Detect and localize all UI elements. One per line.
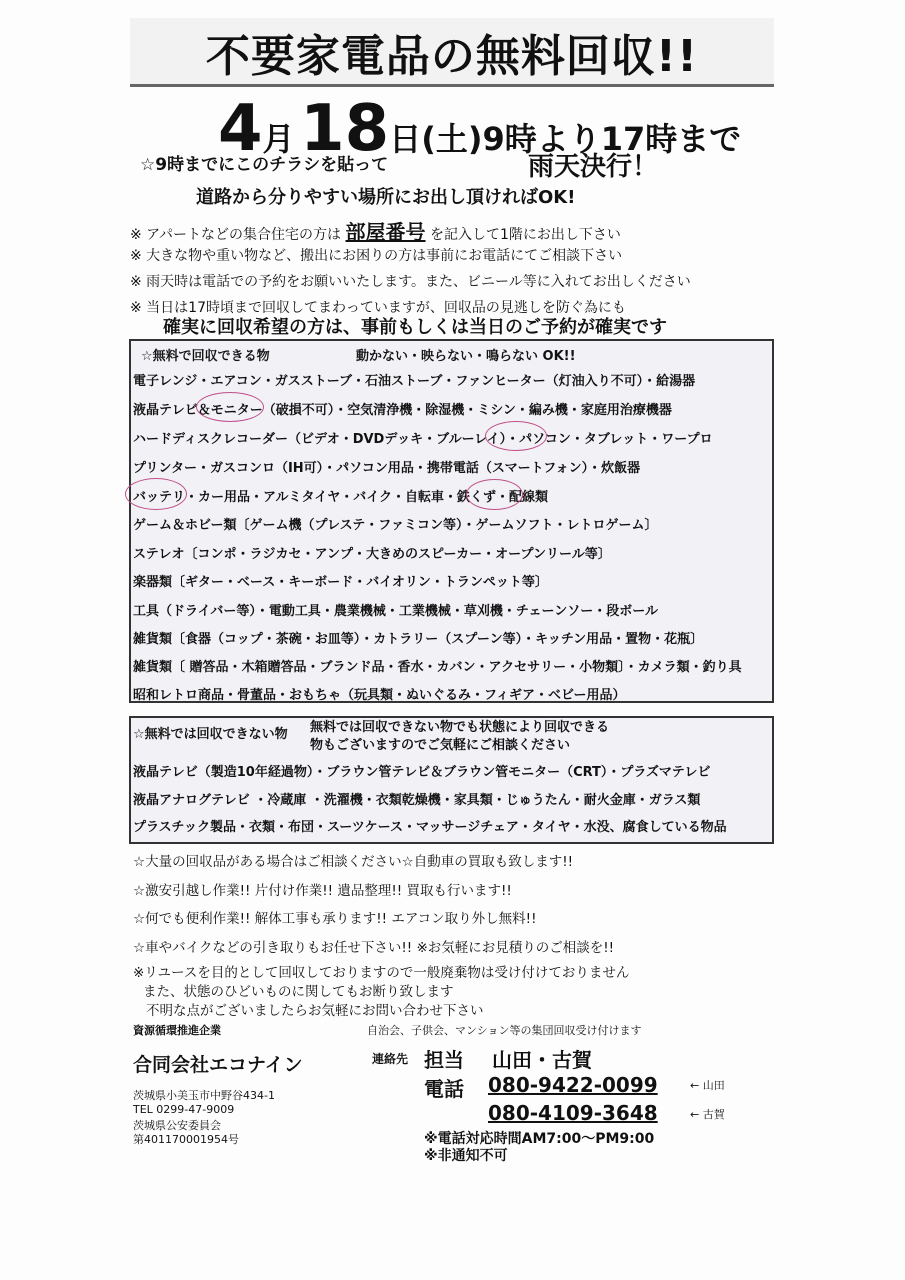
highlight-circle — [125, 478, 187, 510]
note-apartment-emph: 部屋番号 — [345, 220, 426, 244]
rain-notice: 雨天決行！ — [528, 152, 659, 182]
date-day-label: 日 — [389, 120, 422, 158]
service-line: ☆車やバイクなどの引き取りもお任せ下さい!! ※お気軽にお見積りのご相談を!! — [133, 940, 615, 956]
date-day-num: 18 — [300, 92, 390, 166]
service-line: ☆何でも便利作業!! 解体工事も承ります!! エアコン取り外し無料!! — [133, 911, 537, 927]
date-month-label: 月 — [262, 120, 295, 158]
group-collection-note: 自治会、子供会、マンション等の集団回収受け付けます — [367, 1024, 642, 1037]
nonfree-item: 液晶アナログテレビ ・冷蔵庫 ・洗濯機・衣類乾燥機・家具類・じゅうたん・耐火金庫・ガラス類 — [133, 793, 701, 808]
service-line: また、状態のひどいものに関してもお断り致します — [143, 984, 454, 1000]
contact-tanto-label: 担当 — [424, 1048, 464, 1072]
page-title: 不要家電品の無料回収!! — [205, 31, 699, 82]
highlight-circle — [466, 479, 523, 510]
nonfree-note-1: 無料では回収できない物でも状態により回収できる — [310, 720, 610, 735]
highlight-circle — [485, 421, 547, 451]
phone-hours: ※電話対応時間AM7:00〜PM9:00 — [424, 1131, 655, 1147]
free-item: 雑貨類〔食器（コップ・茶碗・お皿等）・カトラリー（スプーン等）・キッチン用品・置物・花瓶〕 — [133, 632, 704, 647]
contact-phone-label: 電話 — [424, 1077, 464, 1101]
company-license-1: 茨城県公安委員会 — [133, 1119, 221, 1132]
service-line: 不明な点がございましたらお気軽にお問い合わせ下さい — [146, 1003, 484, 1019]
free-item: 昭和レトロ商品・骨董品・おもちゃ（玩具類・ぬいぐるみ・フィギア・ベビー用品） — [133, 688, 626, 703]
company-address: 茨城県小美玉市中野谷434-1 — [133, 1089, 275, 1102]
free-item: 電子レンジ・エアコン・ガスストーブ・石油ストーブ・ファンヒーター（灯油入り不可）・給湯器 — [133, 374, 696, 389]
company-name: 合同会社エコナイン — [133, 1054, 303, 1076]
company-tel: TEL 0299-47-9009 — [133, 1103, 235, 1116]
free-heading-ok: 動かない・映らない・鳴らない OK!! — [356, 349, 576, 364]
phone-number-yamada[interactable]: 080-9422-0099 — [488, 1073, 658, 1097]
free-item: ステレオ〔コンポ・ラジカセ・アンプ・大きめのスピーカー・オープンリール等〕 — [133, 547, 611, 562]
free-heading: ☆無料で回収できる物 — [141, 349, 270, 364]
note-apartment-suffix: を記入して1階にお出し下さい — [429, 227, 621, 243]
highlight-circle — [196, 392, 264, 422]
free-item: 雑貨類〔 贈答品・木箱贈答品・ブランド品・香水・カバン・アクセサリー・小物類〕・カメラ類・釣り具 — [133, 660, 742, 675]
free-item: 工具（ドライバー等）・電動工具・農業機械・工業機械・草刈機・チェーンソー・段ボール — [133, 604, 658, 619]
phone-number-koga[interactable]: 080-4109-3648 — [488, 1101, 658, 1125]
contact-names: 山田・古賀 — [492, 1048, 592, 1072]
nonfree-note-2: 物もございますのでご気軽にご相談ください — [310, 738, 571, 753]
note-apartment — [130, 216, 621, 245]
service-line: ☆激安引越し作業!! 片付け作業!! 遺品整理!! 買取も行います!! — [133, 883, 512, 899]
company-tagline: 資源循環推進企業 — [133, 1024, 221, 1037]
date-weekday: (土) — [421, 120, 483, 158]
company-license-2: 第401170001954号 — [133, 1133, 239, 1146]
phone-note-koga: ← 古賀 — [690, 1108, 725, 1121]
nonfree-heading: ☆無料では回収できない物 — [133, 727, 288, 742]
reservation-note: 確実に回収希望の方は、事前もしくは当日のご予約が確実です — [163, 317, 667, 338]
nonfree-item: プラスチック製品・衣類・布団・スーツケース・マッサージチェア・タイヤ・水没、腐食している物品 — [133, 820, 727, 835]
free-item: 液晶テレビ＆モニター（破損不可）・空気清浄機・除湿機・ミシン・編み機・家庭用治療機器 — [133, 403, 672, 418]
no-hidden-number: ※非通知不可 — [424, 1148, 508, 1164]
note-rain: ※ 雨天時は電話での予約をお願いいたします。また、ビニール等に入れてお出しください — [130, 274, 691, 290]
free-item: ハードディスクレコーダー（ビデオ・DVDデッキ・ブルーレイ）・パソコン・タブレット・ワープロ — [133, 432, 713, 447]
date-time: 9時より17時まで — [482, 120, 742, 158]
nonfree-item: 液晶テレビ（製造10年経過物）・ブラウン管テレビ＆ブラウン管モニター（CRT）・プラズマテレビ — [133, 765, 711, 780]
subhead-place: 道路から分りやすい場所にお出し頂ければOK! — [196, 187, 576, 208]
free-item: プリンター・ガスコンロ（IH可）・パソコン用品・携帯電話（スマートフォン）・炊飯器 — [133, 461, 641, 476]
date-month-num: 4 — [218, 92, 263, 166]
service-line: ※リユースを目的として回収しておりますので一般廃棄物は受け付けておりません — [133, 965, 630, 981]
phone-note-yamada: ← 山田 — [690, 1079, 725, 1092]
note-heavy: ※ 大きな物や重い物など、搬出にお困りの方は事前にお電話にてご相談下さい — [130, 248, 623, 264]
note-time: ※ 当日は17時頃まで回収してまわっていますが、回収品の見逃しを防ぐ為にも — [130, 300, 626, 316]
free-item: ゲーム＆ホビー類〔ゲーム機（プレステ・ファミコン等）・ゲームソフト・レトロゲーム〕 — [133, 518, 658, 533]
service-line: ☆大量の回収品がある場合はご相談ください☆自動車の買取も致します!! — [133, 854, 574, 870]
free-item: バッテリ・カー用品・アルミタイヤ・バイク・自転車・鉄くず・配線類 — [133, 490, 548, 505]
note-apartment-prefix: ※ アパートなどの集合住宅の方は — [130, 227, 342, 243]
contact-label: 連絡先 — [372, 1052, 409, 1066]
subhead-flyer: ☆9時までにこのチラシを貼って — [140, 155, 389, 175]
free-item: 楽器類〔ギター・ベース・キーボード・バイオリン・トランペット等〕 — [133, 575, 548, 590]
